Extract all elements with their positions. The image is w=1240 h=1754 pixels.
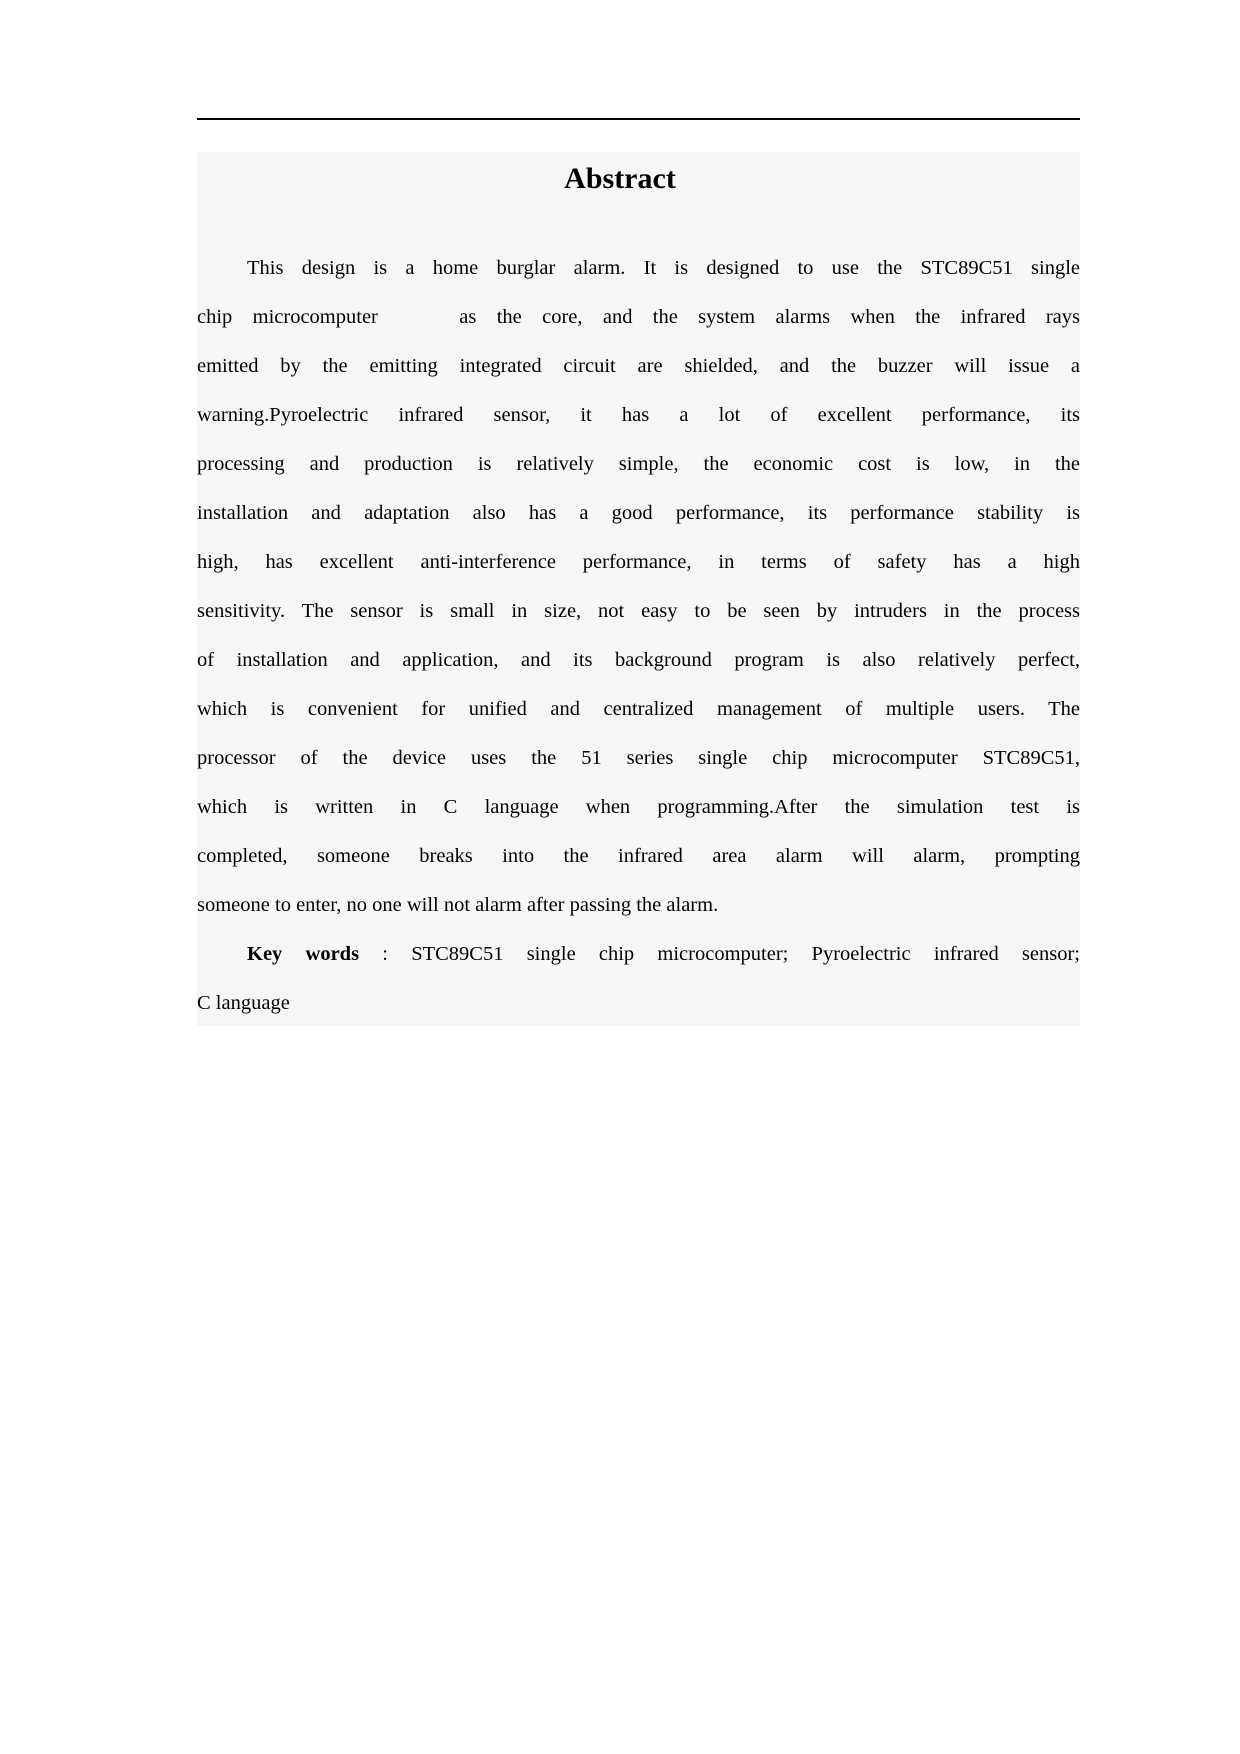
keywords-label: Key words xyxy=(247,943,360,965)
abstract-line: processing and production is relatively simple, the economic cost is low, in the xyxy=(197,453,1080,475)
abstract-line: sensitivity. The sensor is small in size, not easy to be seen by intruders in the process xyxy=(197,600,1080,622)
abstract-line: completed, someone breaks into the infrared area alarm will alarm, prompting xyxy=(197,845,1080,867)
abstract-line: of installation and application, and its background program is also relatively perfect, xyxy=(197,649,1080,671)
abstract-line: high, has excellent anti-interference performance, in terms of safety has a high xyxy=(197,551,1080,573)
abstract-line: someone to enter, no one will not alarm after passing the alarm. xyxy=(197,894,719,916)
abstract-line: emitted by the emitting integrated circuit are shielded, and the buzzer will issue a xyxy=(197,355,1080,377)
abstract-body xyxy=(197,252,1080,1036)
abstract-line: which is convenient for unified and centralized management of multiple users. The xyxy=(197,698,1080,720)
keywords-text: : STC89C51 single chip microcomputer; Pyroelectric infrared sensor; xyxy=(359,943,1080,965)
abstract-line: processor of the device uses the 51 series single chip microcomputer STC89C51, xyxy=(197,747,1080,769)
abstract-line: which is written in C language when programming.After the simulation test is xyxy=(197,796,1080,818)
abstract-line: This design is a home burglar alarm. It is designed to use the STC89C51 single xyxy=(247,257,1080,279)
abstract-line: warning.Pyroelectric infrared sensor, it has a lot of excellent performance, its xyxy=(197,404,1080,426)
abstract-line: installation and adaptation also has a good performance, its performance stability is xyxy=(197,502,1080,524)
header-rule xyxy=(197,118,1080,120)
keywords-line xyxy=(197,938,1080,987)
abstract-title: Abstract xyxy=(564,162,676,195)
abstract-line: chip microcomputer as the core, and the system alarms when the infrared rays xyxy=(197,306,1080,328)
keywords-line-2: C language xyxy=(197,992,290,1014)
